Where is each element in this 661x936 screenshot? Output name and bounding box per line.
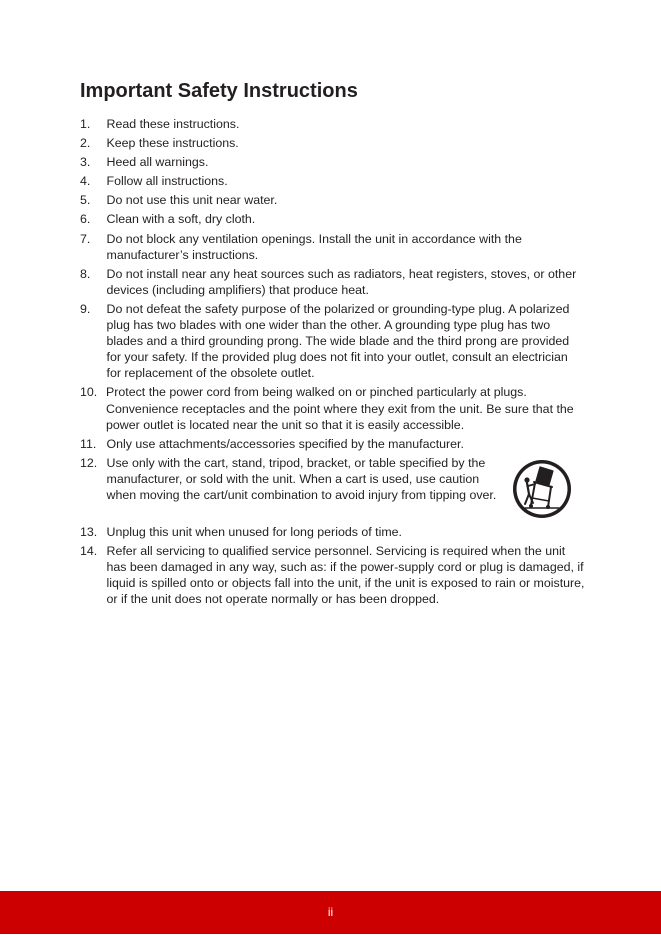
list-item xyxy=(80,231,585,263)
page-title: Important Safety Instructions xyxy=(80,80,358,102)
footer-bar xyxy=(0,891,661,934)
list-item xyxy=(80,455,585,521)
item-text: Use only with the cart, stand, tripod, bracket, or table specified by the manufacturer, or sold with the unit. When a cart is used, use caution when moving the cart/unit combination to avoid injury from tipping over. xyxy=(106,455,497,502)
item-number: 10. xyxy=(80,385,98,400)
item-text: Do not install near any heat sources such as radiators, heat registers, stoves, or other devices (including amplifiers) that produce heat. xyxy=(106,266,577,297)
item-text: Do not block any ventilation openings. Install the unit in accordance with the manufacturer’s instructions. xyxy=(106,231,522,262)
item-text: Clean with a soft, dry cloth. xyxy=(106,212,256,227)
item-text: Read these instructions. xyxy=(106,117,240,131)
list-item xyxy=(80,384,585,432)
item-text: Keep these instructions. xyxy=(106,136,239,151)
item-text: Unplug this unit when unused for long periods of time. xyxy=(106,524,402,539)
item-text: Refer all servicing to qualified service personnel. Servicing is required when the unit has been damaged in any way, such as: if the power-supply cord or plug is damaged, if liquid is spilled onto or objects fall into the unit, if the unit is exposed to rain or moisture, or if the unit does not operate normally or has been dropped. xyxy=(106,543,585,607)
safety-instructions-list xyxy=(80,116,585,610)
item-number: 2. xyxy=(80,136,91,151)
item-number: 7. xyxy=(80,231,91,246)
item-text: Only use attachments/accessories specified by the manufacturer. xyxy=(106,436,464,451)
item-text: Protect the power cord from being walked on or pinched particularly at plugs. Convenience receptacles and the point where they exit from the unit. Be sure that the power outlet is located near the unit so that it is easily accessible. xyxy=(106,385,574,432)
page-number: ii xyxy=(327,905,334,919)
list-item xyxy=(80,135,585,151)
item-number: 6. xyxy=(80,212,91,227)
item-number: 5. xyxy=(80,193,91,208)
item-number: 4. xyxy=(80,174,91,189)
cart-tip-over-warning-icon xyxy=(511,458,573,520)
item-number: 1. xyxy=(80,117,91,131)
list-item xyxy=(80,211,585,227)
item-number: 8. xyxy=(80,266,91,281)
item-number: 12. xyxy=(80,455,98,470)
list-item xyxy=(80,173,585,189)
list-item xyxy=(80,301,585,381)
list-item xyxy=(80,266,585,298)
item-text: Heed all warnings. xyxy=(106,155,209,170)
item-text: Do not defeat the safety purpose of the polarized or grounding-type plug. A polarized plug has two blades with one wider than the other. A grounding type plug has two blades and a third grounding prong. The wide blade and the third prong are provided for your safety. If the provided plug does not fit into your outlet, consult an electrician for replacement of the obsolete outlet. xyxy=(106,301,570,381)
item-number: 13. xyxy=(80,524,98,539)
item-number: 9. xyxy=(80,301,91,316)
list-item xyxy=(80,543,585,607)
list-item xyxy=(80,524,585,540)
item-number: 14. xyxy=(80,543,98,558)
list-item xyxy=(80,154,585,170)
list-item xyxy=(80,192,585,208)
item-text: Do not use this unit near water. xyxy=(106,193,278,208)
item-number: 3. xyxy=(80,155,91,170)
list-item xyxy=(80,436,585,452)
list-item xyxy=(80,116,585,132)
item-number: 11. xyxy=(80,436,97,451)
item-text: Follow all instructions. xyxy=(106,174,228,189)
